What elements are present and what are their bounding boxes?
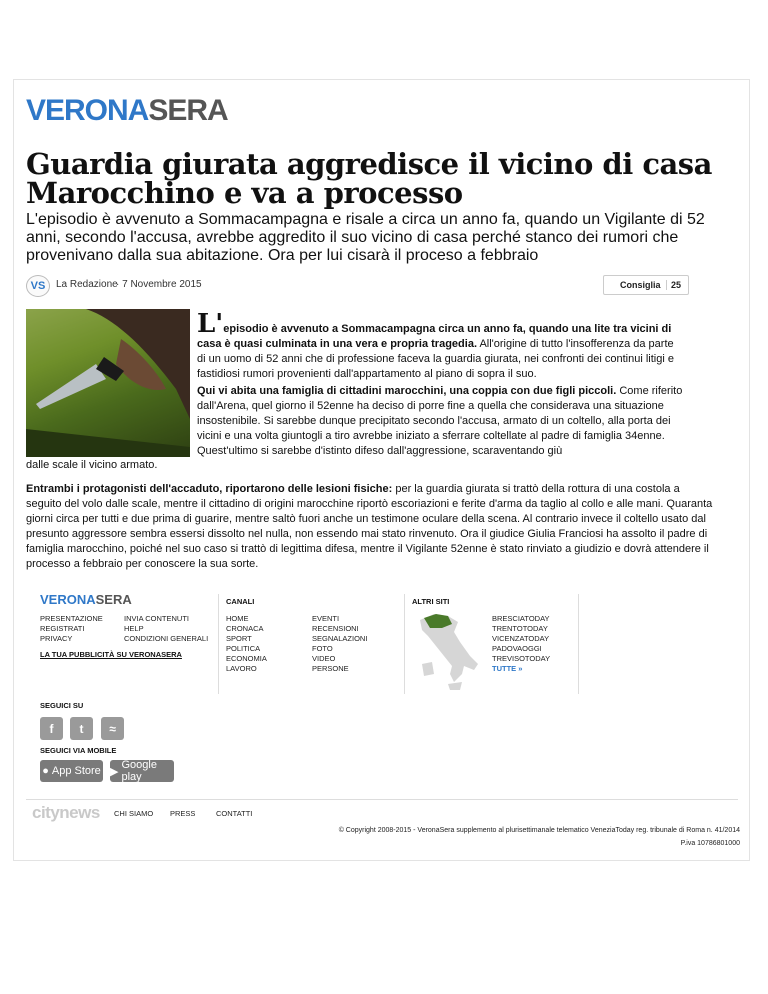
footer-divider [404,594,405,694]
article-byline [26,275,686,295]
twitter-icon[interactable]: t [70,717,93,740]
paragraph-3-text: per la guardia giurata si trattò della rottura di una costola a seguito del volo dalle scale, mentre il cittadino di origini marocchine riportò escoriazioni e ferite d'arma da taglio al collo e alle mani. Quaranta giorni circa per tutti e due prima di guarire, mentre saltò fuori anche un testimone oculare della scena. Al contrario invece il coltello usato dal presunto aggressore sembra essersi dissolto nel nulla, non essendo mai stato rinvenuto. Ora il giudice Giulia Franciosi ha assolto il padre di famiglia marocchino, poiché nel suo caso si trattò di legittima difesa, mentre il Vigilante 52enne è stato rinviato a giudizio e dovrà attendere il processo a febbraio per conoscere la sua sorte. [26,483,713,570]
app-store-button[interactable] [40,760,103,782]
logo-part-sera: SERA [148,94,228,127]
footer-divider [218,594,219,694]
canali-link-persone[interactable]: PERSONE [312,664,349,673]
article-photo [26,309,190,457]
vat-number: P.iva 10786801000 [680,840,740,847]
footer-link-registrati[interactable]: REGISTRATI [40,624,85,633]
footer-links-col1 [40,614,103,644]
footer-link-help[interactable]: HELP [124,624,144,633]
footer-link-presentazione[interactable]: PRESENTAZIONE [40,614,103,623]
paragraph-2-text: Come riferito dall'Arena, quel giorno il 52enne ha deciso di porre fine a quella che considerava una situazione insostenibile. Si sarebbe dunque precipitato secondo l'accusa, armato di un coltello, alla porta dei vicini e una volta giuntogli a tiro avrebbe iniziato a sferrare coltellate al padre di famiglia 34enne. Quest'ultimo si sarebbe d'istinto difeso dall'aggressione, scaraventando giù [197,385,683,457]
site-link-tutte[interactable]: TUTTE » [492,664,523,673]
author-name[interactable]: La Redazione [56,279,118,290]
footer-logo-sera: SERA [95,592,132,607]
paragraph-1-lead: episodio è avvenuto a Sommacampagna circa un anno fa, quando una lite tra vicini di casa è quasi culminata in una vera e propria tragedia. [197,323,672,350]
citynews-logo[interactable]: citynews [32,803,100,822]
paragraph-1-text: All'origine di tutto l'insofferenza da parte di un uomo di 52 anni che di professione faceva la guardia giurata, nei confronti dei continui litigi e fastidiosi rumori provenienti dall'appartamento al piano di sopra il suo. [197,338,674,380]
logo-part-verona: VERONA [26,94,149,127]
facebook-icon[interactable]: f [40,717,63,740]
publish-date: · 7 Novembre 2015 [116,279,202,290]
copyright-text: © Copyright 2008-2015 - VeronaSera supplemento al plurisettimanale telematico VeneziaToday reg. tribunale di Roma n. 41/2014 [338,827,740,834]
paragraph-3-lead: Entrambi i protagonisti dell'accaduto, riportarono delle lesioni fisiche: [26,483,393,495]
canali-link-lavoro[interactable]: LAVORO [226,664,257,673]
apple-icon: ● [42,765,49,777]
bottom-link-press[interactable]: PRESS [170,809,196,818]
advertising-link[interactable]: LA TUA PUBBLICITÀ SU VERONASERA [40,650,182,659]
canali-link-cronaca[interactable]: CRONACA [226,624,264,633]
canali-link-video[interactable]: VIDEO [312,654,336,663]
follow-heading: SEGUICI SU [40,701,84,710]
site-link-bresciatoday[interactable]: BRESCIATODAY [492,614,550,623]
canali-link-foto[interactable]: FOTO [312,644,333,653]
canali-heading: CANALI [226,597,255,606]
canali-link-segnalazioni[interactable]: SEGNALAZIONI [312,634,368,643]
paragraph-3 [26,482,716,572]
canali-link-economia[interactable]: ECONOMIA [226,654,267,663]
altri-siti-list [492,614,550,674]
footer-logo-verona: VERONA [40,592,96,607]
paragraph-2-tail: dalle scale il vicino armato. [26,459,158,471]
site-link-padovaoggi[interactable]: PADOVAOGGI [492,644,542,653]
footer-separator [26,799,738,800]
site-link-vicenzatoday[interactable]: VICENZATODAY [492,634,550,643]
article-summary: L'episodio è avvenuto a Sommacampagna e risale a circa un anno fa, quando un Vigilante di 52 anni, secondo l'accusa, avrebbe aggredito il suo vicino di casa perché stanco dei rumori che provenivano dalla sua abitazione. Ora per lui cisarà il proceso a febbraio [26,211,705,264]
author-avatar: VS [26,275,50,297]
canali-col-b [312,614,367,674]
play-icon: ▶ [110,765,119,778]
recommend-button[interactable] [603,275,689,295]
rss-icon[interactable]: ≈ [101,717,124,740]
google-play-label: Google play [121,759,157,783]
italy-map-icon [414,612,486,692]
footer-logo[interactable] [40,592,132,607]
canali-link-eventi[interactable]: EVENTI [312,614,340,623]
bottom-link-contatti[interactable]: CONTATTI [216,809,253,818]
canali-col-a [226,614,267,674]
google-play-button[interactable] [110,760,174,782]
footer-divider [578,594,579,694]
knife-hand-image [26,309,190,457]
recommend-label: Consiglia [620,280,661,290]
paragraph-1 [197,309,683,382]
canali-link-politica[interactable]: POLITICA [226,644,261,653]
footer-link-invia-contenuti[interactable]: INVIA CONTENUTI [124,614,190,623]
footer-link-condizioni[interactable]: CONDIZIONI GENERALI [124,634,209,643]
paragraph-2 [197,384,683,459]
site-link-trevisotoday[interactable]: TREVISOTODAY [492,654,551,663]
site-logo[interactable] [26,94,228,128]
altri-siti-heading: ALTRI SITI [412,597,450,606]
canali-link-sport[interactable]: SPORT [226,634,252,643]
footer-link-privacy[interactable]: PRIVACY [40,634,73,643]
canali-link-recensioni[interactable]: RECENSIONI [312,624,359,633]
canali-link-home[interactable]: HOME [226,614,249,623]
recommend-count: 25 [666,280,681,290]
dropcap: L' [197,309,224,339]
site-link-trentotoday[interactable]: TRENTOTODAY [492,624,548,633]
mobile-heading: SEGUICI VIA MOBILE [40,746,117,755]
bottom-link-chi-siamo[interactable]: CHI SIAMO [114,809,154,818]
footer-links-col2 [124,614,208,644]
paragraph-2-lead: Qui vi abita una famiglia di cittadini marocchini, una coppia con due figli piccoli. [197,385,617,397]
app-store-label: App Store [51,765,101,777]
article-title: Guardia giurata aggredisce il vicino di casa Marocchino e va a processo [26,147,712,210]
